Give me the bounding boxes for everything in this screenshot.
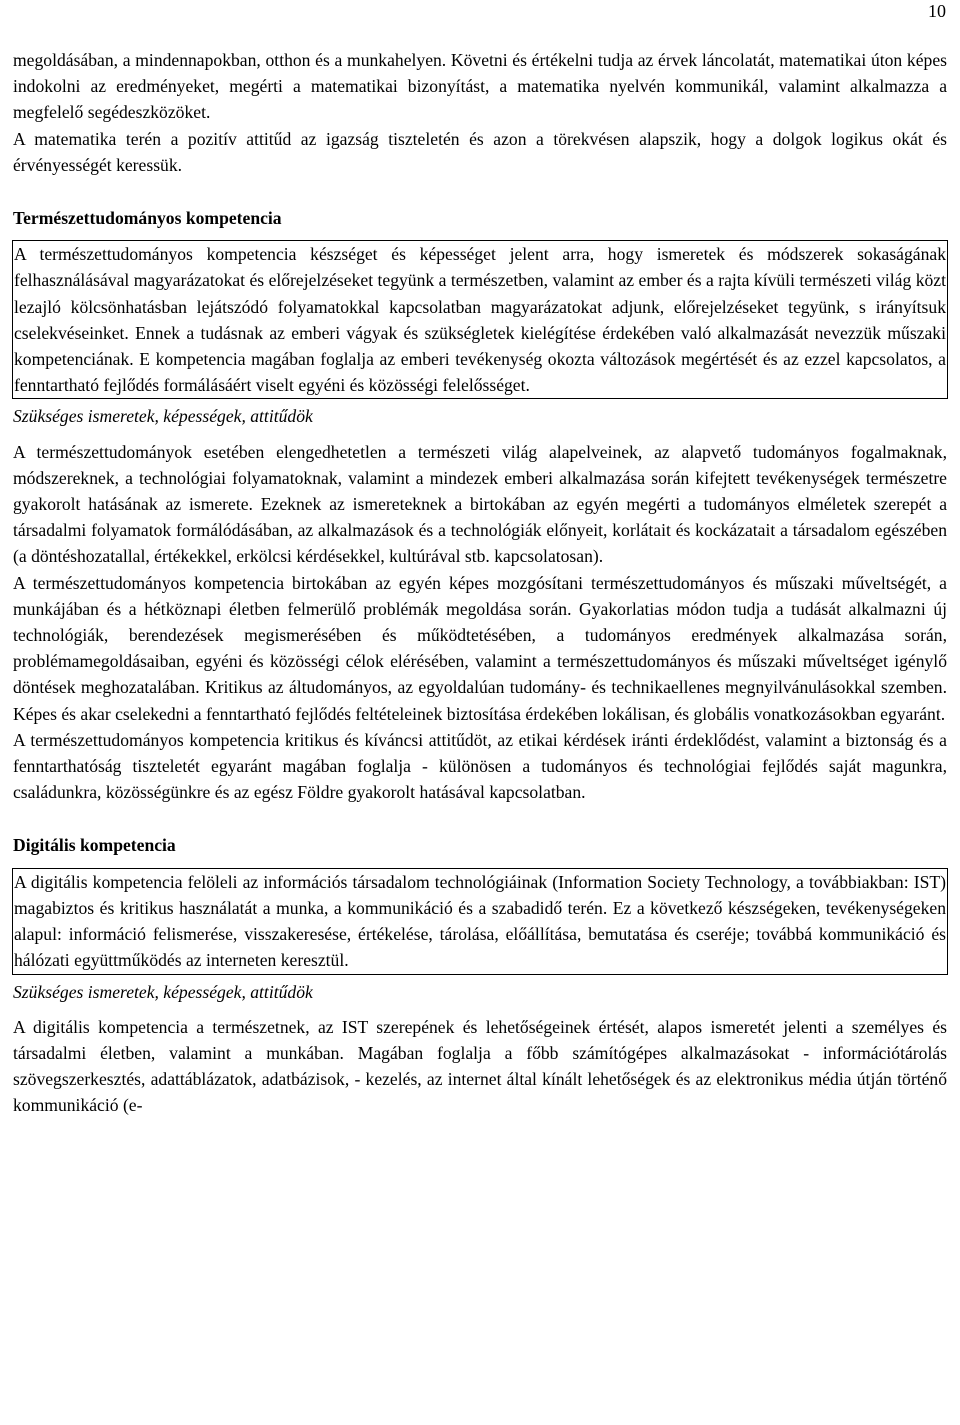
digital-definition-box <box>12 868 948 975</box>
science-competence-heading: Természettudományos kompetencia <box>13 208 282 229</box>
document-body <box>13 47 947 1119</box>
science-definition: A természettudományos kompetencia készséget és képességet jelent arra, hogy ismeretek és módszerek sokaságának felhasználásával magyarázatokat és előrejelzéseket tegyünk a természetben, valamint az ember és a rajta kívüli természeti világ közt lezajló kölcsönhatásban lejátszódó folyamatokkal kapcsolatban magyarázatokat adjunk, előrejelzéseket tegyünk, s irányítsuk cselekvéseinket. Ennek a tudásnak az emberi vágyak és szükségletek kielégítése érdekében való alkalmazását nevezzük műszaki kompetenciának. E kompetencia magában foglalja az emberi tevékenység okozta változások megértését és az ezzel kapcsolatos, a fenntartható fejlődés formálásáért viselt egyéni és közösségi felelősséget. <box>14 244 946 396</box>
digital-competence-heading: Digitális kompetencia <box>13 835 176 856</box>
intro-paragraph-2: A matematika terén a pozitív attitűd az igazság tiszteletén és azon a törekvésen alapszik, hogy a dolgok logikus okát és érvényességét keressük. <box>13 128 947 175</box>
science-definition-box <box>12 240 948 399</box>
science-paragraph-3: A természettudományos kompetencia kritikus és kíváncsi attitűdöt, az etikai kérdések iránti érdeklődést, valamint a biztonság és a fenntarthatóság tiszteletét egyaránt magában foglalja - különösen a tudományos és technológiai fejlődés saját magunkra, családunkra, közösségünkre és az egész Földre gyakorolt hatásával kapcsolatban. <box>13 729 947 803</box>
science-skills-subheading: Szükséges ismeretek, képességek, attitűdök <box>13 406 313 427</box>
digital-paragraph-1: A digitális kompetencia a természetnek, az IST szerepének és lehetőségeinek értését, alapos ismeretét jelenti a személyes és társadalmi életben, valamint a munkában. Magában foglalja a főbb számítógépes alkalmazásokat - információtárolás szövegszerkesztés, adattáblázatok, adatbázisok, - kezelés, az internet által kínált lehetőségek és az elektronikus média útján történő kommunikáció (e- <box>13 1016 947 1116</box>
digital-definition: A digitális kompetencia felöleli az információs társadalom technológiáinak (Information Society Technology, a továbbiakban: IST) magabiztos és kritikus használatát a munka, a kommunikáció és a szabadidő terén. Ez a következő készségeken, tevékenységeken alapul: információ felismerése, visszakeresése, értékelése, tárolása, előállítása, bemutatása és cseréje; továbbá kommunikáció és hálózati együttműködés az interneten keresztül. <box>14 871 946 971</box>
science-paragraph-1: A természettudományok esetében elengedhetetlen a természeti világ alapelveinek, az alapvető tudományos fogalmaknak, módszereknek, a technológiai folyamatoknak, valamint a mindezek emberi alkalmazása során kifejtett tevékenységek természetre gyakorolt hatásának az ismerete. Ezeknek az ismereteknek a birtokában az egyén megérti a tudományos elméletek szerepét a társadalmi folyamatok formálódásában, az alkalmazások és a technológiák előnyeit, korlátait és kockázatait a társadalom egészében (a döntéshozatallal, értékekkel, erkölcsi kérdésekkel, kultúrával stb. kapcsolatosan). <box>13 441 947 567</box>
digital-skills-subheading: Szükséges ismeretek, képességek, attitűdök <box>13 981 313 1002</box>
intro-paragraph-1: megoldásában, a mindennapokban, otthon és a munkahelyen. Követni és értékelni tudja az érvek láncolatát, matematikai úton képes indokolni az eredményeket, megérti a matematikai bizonyítást, a matematika nyelvén kommunikál, valamint alkalmazza a megfelelő segédeszközöket. <box>13 50 947 123</box>
page-number: 10 <box>928 1 946 21</box>
science-paragraph-2: A természettudományos kompetencia birtokában az egyén képes mozgósítani természettudományos és műszaki műveltségét, a munkájában és a hétköznapi életben felmerülő problémák megoldása során. Gyakorlatias módon tudja a tudását alkalmazni új technológiák, berendezések megismerésében és működtetésében, a tudományos eredmények alkalmazása során, problémamegoldásaiban, egyéni és közösségi célok elérésében, valamint a természettudományos és műszaki műveltséget igénylő döntések meghozatalában. Kritikus az áltudományos, az egyoldalúan tudomány- és technikaellenes megnyilvánulásokkal szemben. Képes és akar cselekedni a fenntartható fejlődés feltételeinek biztosítása érdekében lokálisan, és globális vonatkozásokban egyaránt. <box>13 572 947 724</box>
